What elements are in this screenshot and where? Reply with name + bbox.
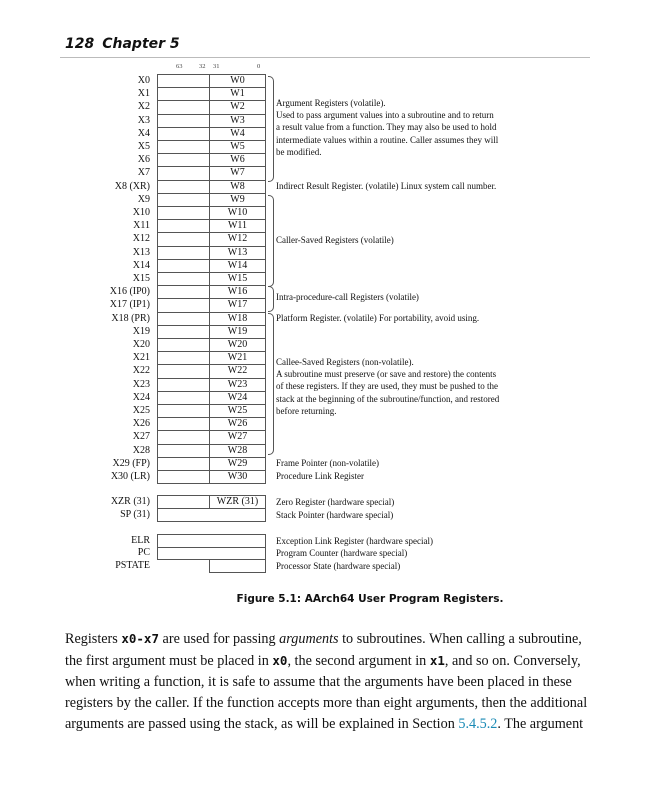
register-x-label: X7	[137, 167, 150, 179]
register-x-label: X13	[132, 246, 150, 258]
register-upper-cell	[157, 298, 210, 312]
register-upper-cell	[157, 417, 210, 431]
register-upper-cell	[157, 312, 210, 326]
register-upper-cell	[157, 166, 210, 180]
register-upper-cell	[157, 364, 210, 378]
text: arguments are passed using the stack, as will be explained in Section	[65, 716, 459, 732]
register-w-cell: W18	[209, 312, 266, 326]
register-w-cell: W19	[209, 325, 266, 339]
register-w-cell: W28	[209, 444, 266, 458]
register-x-label: X30 (LR)	[110, 471, 150, 482]
text: , the second argument in	[287, 653, 430, 669]
brace	[268, 76, 274, 182]
register-w-cell: W26	[209, 417, 266, 431]
register-upper-cell	[157, 430, 210, 444]
register-x-label: X18 (PR)	[111, 312, 150, 324]
register-w-cell: W14	[209, 259, 266, 273]
register-upper-cell	[157, 232, 210, 246]
register-w-cell: W4	[209, 127, 266, 141]
register-w-cell: W12	[209, 232, 266, 246]
register-w-cell: W10	[209, 206, 266, 220]
running-header	[65, 36, 188, 52]
desc-line: a result value from a function. They may also be used to hold	[276, 122, 497, 133]
xzr-label: XZR (31)	[110, 496, 150, 507]
register-upper-cell	[157, 206, 210, 220]
register-x-label: X9	[137, 193, 150, 205]
elr-desc: Exception Link Register (hardware special)	[276, 536, 433, 546]
register-upper-cell	[157, 74, 210, 88]
register-w-cell: W30	[209, 470, 266, 484]
pstate-cell	[209, 559, 266, 573]
register-w-cell: W6	[209, 153, 266, 167]
bit-label: 32	[199, 63, 206, 70]
register-x-label: X17 (IP1)	[109, 299, 150, 311]
elr-label: ELR	[131, 535, 150, 546]
lr-desc: Procedure Link Register	[276, 471, 364, 481]
register-x-label: X11	[133, 220, 150, 232]
pc-desc: Program Counter (hardware special)	[276, 548, 408, 558]
register-w-cell: W21	[209, 351, 266, 365]
bit-label: 31	[213, 63, 220, 70]
pstate-label: PSTATE	[115, 560, 150, 571]
desc-line: of these registers. If they are used, they must be pushed to the	[276, 381, 498, 392]
brace	[268, 195, 274, 287]
register-upper-cell	[157, 114, 210, 128]
register-w-cell: W7	[209, 166, 266, 180]
wzr-cell: WZR (31)	[209, 495, 266, 509]
text: the first argument must be placed in	[65, 653, 273, 669]
platform-desc: Platform Register. (volatile) For portability, avoid using.	[276, 313, 480, 323]
register-x-label: X25	[132, 405, 150, 416]
desc-line: before returning.	[276, 405, 337, 416]
register-w-cell: W3	[209, 114, 266, 128]
register-x-label: X6	[137, 154, 150, 166]
text: are used for passing	[159, 631, 280, 647]
register-w-cell: W11	[209, 219, 266, 233]
register-upper-cell	[157, 285, 210, 299]
desc-line: Argument Registers (volatile).	[276, 98, 386, 108]
register-upper-cell	[157, 378, 210, 392]
argument-registers-desc	[276, 97, 498, 158]
register-w-cell: W22	[209, 364, 266, 378]
section-link[interactable]: 5.4.5.2	[458, 716, 498, 732]
register-x-label: X29 (FP)	[112, 457, 150, 469]
register-x-label: X22	[132, 365, 150, 377]
register-w-cell: W29	[209, 457, 266, 471]
text: Registers	[65, 631, 122, 647]
callee-saved-desc	[276, 356, 499, 417]
desc-line: Used to pass argument values into a subroutine and to return	[276, 110, 494, 121]
register-x-label: X24	[132, 391, 150, 403]
fp-desc: Frame Pointer (non-volatile)	[276, 458, 379, 468]
register-w-cell: W16	[209, 285, 266, 299]
register-x-label: X1	[137, 88, 150, 100]
register-w-cell: W1	[209, 87, 266, 101]
register-w-cell: W27	[209, 430, 266, 444]
page-number: 128	[65, 36, 95, 52]
register-x-label: X20	[132, 339, 150, 350]
register-w-cell: W20	[209, 338, 266, 352]
zero-desc: Zero Register (hardware special)	[276, 497, 395, 507]
register-upper-cell	[157, 180, 210, 194]
register-x-label: X28	[132, 444, 150, 456]
register-upper-cell	[157, 404, 210, 418]
register-upper-cell	[157, 444, 210, 458]
pstate-desc: Processor State (hardware special)	[276, 561, 401, 571]
register-x-label: X10	[132, 207, 150, 218]
pc-label: PC	[137, 547, 150, 558]
register-upper-cell	[157, 259, 210, 273]
desc-line: A subroutine must preserve (or save and restore) the contents	[276, 369, 497, 380]
register-x-label: X21	[132, 352, 150, 364]
register-w-cell: W25	[209, 404, 266, 418]
text: . The argument	[497, 716, 584, 732]
brace	[268, 313, 274, 455]
register-upper-cell	[157, 100, 210, 114]
register-w-cell: W17	[209, 298, 266, 312]
caller-saved-desc: Caller-Saved Registers (volatile)	[276, 235, 394, 245]
emphasis: arguments	[279, 631, 339, 647]
register-x-label: X8 (XR)	[114, 180, 150, 192]
register-upper-cell	[157, 391, 210, 405]
register-upper-cell	[157, 219, 210, 233]
code: x1	[429, 653, 445, 668]
bit-label: 63	[176, 63, 183, 70]
register-x-label: X12	[132, 233, 150, 245]
code: x0-x7	[121, 631, 159, 646]
register-x-label: X0	[137, 75, 150, 86]
register-w-cell: W5	[209, 140, 266, 154]
desc-line: intermediate values within a routine. Caller assumes they will	[276, 134, 499, 145]
elr-cell	[157, 534, 266, 548]
register-w-cell: W23	[209, 378, 266, 392]
bit-label: 0	[257, 63, 261, 70]
desc-line: Callee-Saved Registers (non-volatile).	[276, 357, 414, 367]
register-upper-cell	[157, 351, 210, 365]
register-upper-cell	[157, 193, 210, 207]
register-x-label: X14	[132, 259, 150, 271]
register-upper-cell	[157, 127, 210, 141]
register-upper-cell	[157, 325, 210, 339]
xzr-cell	[157, 495, 210, 509]
code: x0	[272, 653, 288, 668]
brace	[268, 286, 274, 312]
register-upper-cell	[157, 246, 210, 260]
register-w-cell: W8	[209, 180, 266, 194]
desc-line: be modified.	[276, 146, 322, 157]
sp-label: SP (31)	[120, 509, 150, 520]
text: when writing a function, it is safe to assume that the arguments have been placed in these	[65, 674, 572, 690]
register-upper-cell	[157, 272, 210, 286]
intra-desc: Intra-procedure-call Registers (volatile)	[276, 292, 419, 302]
register-w-cell: W13	[209, 246, 266, 260]
figure-caption: Figure 5.1: AArch64 User Program Registers.	[236, 593, 504, 605]
register-w-cell: W15	[209, 272, 266, 286]
register-x-label: X16 (IP0)	[109, 286, 150, 298]
register-w-cell: W0	[209, 74, 266, 88]
register-w-cell: W2	[209, 100, 266, 114]
register-x-label: X26	[132, 418, 150, 430]
register-x-label: X4	[137, 127, 150, 139]
chapter-title: Chapter 5	[102, 36, 180, 52]
text: , and so on. Conversely,	[444, 653, 581, 669]
register-upper-cell	[157, 87, 210, 101]
register-x-label: X2	[137, 101, 150, 113]
register-upper-cell	[157, 153, 210, 167]
register-x-label: X5	[137, 141, 150, 152]
text: to subroutines. When calling a subroutine,	[338, 631, 582, 647]
register-x-label: X23	[132, 378, 150, 390]
indirect-desc: Indirect Result Register. (volatile) Linux system call number.	[276, 181, 497, 191]
register-x-label: X19	[132, 325, 150, 337]
sp-cell	[157, 508, 266, 522]
register-w-cell: W9	[209, 193, 266, 207]
register-w-cell: W24	[209, 391, 266, 405]
register-upper-cell	[157, 470, 210, 484]
register-x-label: X15	[132, 273, 150, 284]
desc-line: stack at the beginning of the subroutine/function, and restored	[276, 393, 500, 404]
header-rule	[60, 57, 590, 58]
register-x-label: X3	[137, 114, 150, 126]
register-upper-cell	[157, 457, 210, 471]
text: registers by the caller. If the function accepts more than eight arguments, then the additional	[65, 695, 588, 711]
sp-desc: Stack Pointer (hardware special)	[276, 510, 394, 520]
register-upper-cell	[157, 140, 210, 154]
body-paragraph	[65, 628, 595, 735]
register-x-label: X27	[132, 431, 150, 443]
register-upper-cell	[157, 338, 210, 352]
